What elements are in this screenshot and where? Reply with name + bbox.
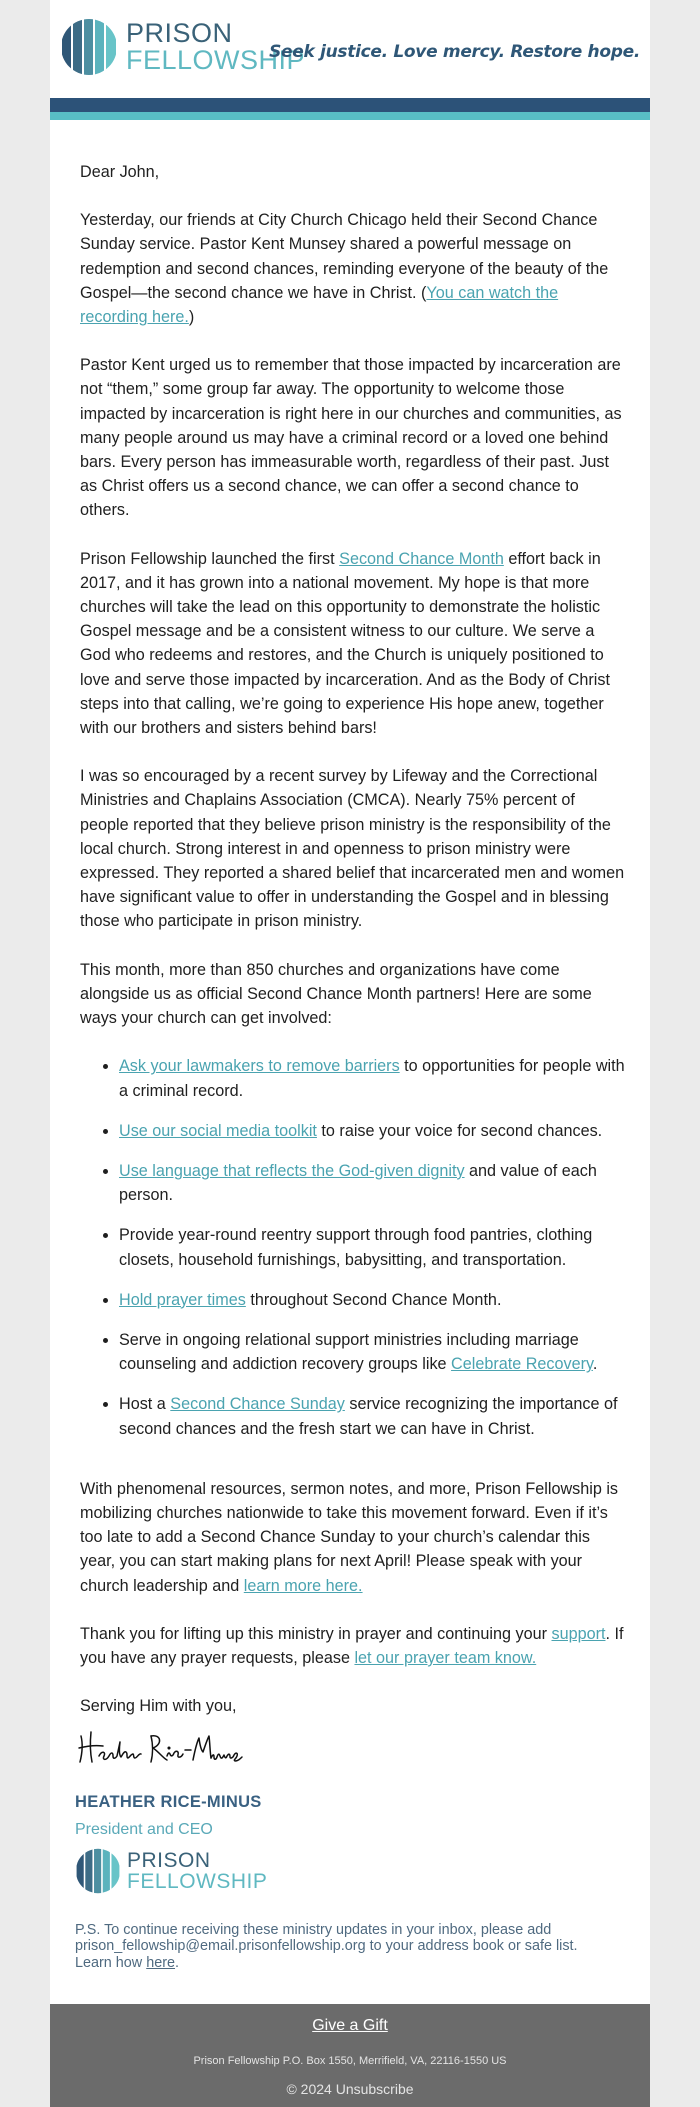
list-item-text: throughout Second Chance Month. [245, 1290, 502, 1309]
paragraph-text: Yesterday, our friends at City Church Chicago held their Second Chance Sunday service. Pastor Kent Munsey shared a powerful message on redemption and second chances, reminding everyone of the beauty of the Gospel—the second chance we have in Christ. ( [80, 211, 609, 302]
paragraph-text: With phenomenal resources, sermon notes, and more, Prison Fellowship is mobilizing churches nationwide to take this movement forward. Even if it’s too late to add a Second Chance Sunday to your church’s calendar this year, you can start making plans for next April! Please speak with your church leadership and [80, 1479, 619, 1595]
ask-lawmakers-link[interactable]: Ask your lawmakers to remove barriers [119, 1057, 400, 1076]
closing: Serving Him with you, [80, 1697, 237, 1716]
give-a-gift-link[interactable]: Give a Gift [312, 2017, 388, 2034]
logo-mark-icon [60, 18, 118, 76]
list-item-text: Host a [119, 1395, 171, 1414]
letter-body [75, 160, 625, 1972]
logo-line-fellowship: FELLOWSHIP [126, 45, 306, 75]
list-item [119, 1392, 625, 1440]
paragraph-partners: This month, more than 850 churches and organizations have come alongside us as official Second Chance Month partners! Here are some ways your church can get involved: [80, 960, 592, 1028]
celebrate-recovery-link[interactable]: Celebrate Recovery [451, 1355, 593, 1374]
header-bar-navy [50, 98, 650, 112]
paragraph-thank-you [80, 1622, 625, 1670]
brand-tagline: Seek justice. Love mercy. Restore hope. [269, 42, 640, 62]
paragraph-text: . If you have any prayer requests, please [80, 1624, 624, 1667]
signature-image [77, 1726, 252, 1768]
logo-mark-icon [75, 1848, 121, 1894]
ways-to-get-involved-list [80, 1054, 625, 1440]
list-item-text: to raise your voice for second chances. [316, 1121, 603, 1140]
email-header [50, 0, 650, 98]
list-item [119, 1288, 625, 1312]
list-item [119, 1119, 625, 1143]
paragraph-city-church [80, 208, 625, 329]
paragraph-text: effort back in 2017, and it has grown into a national movement. My hope is that more churches will take the lead on this opportunity to demonstrate the holistic Gospel message and be a consistent witness to our culture. We serve a God who redeems and restores, and the Church is uniquely positioned to love and serve those impacted by incarceration. And as the Body of Christ steps into that calling, we’re going to experience His hope anew, together with our brothers and sisters behind bars! [80, 549, 610, 738]
unsubscribe-link[interactable]: Unsubscribe [335, 2081, 414, 2097]
logo-line-prison: PRISON [126, 18, 233, 48]
support-link[interactable]: support [551, 1624, 606, 1643]
learn-how-link[interactable]: here [146, 1954, 176, 1971]
email-card [50, 0, 650, 2107]
header-bar-teal [50, 112, 650, 120]
list-item-text: Provide year-round reentry support through food pantries, clothing closets, household furnishings, babysitting, and transportation. [119, 1226, 593, 1269]
list-item [119, 1223, 625, 1271]
list-item [119, 1054, 625, 1102]
paragraph-text: Thank you for lifting up this ministry in prayer and continuing your [80, 1624, 552, 1643]
signer-name: HEATHER RICE-MINUS [75, 1793, 262, 1812]
list-item-text: service recognizing the importance of second chances and the fresh start we can have in Christ. [119, 1395, 618, 1438]
second-chance-sunday-link[interactable]: Second Chance Sunday [170, 1395, 345, 1414]
social-media-toolkit-link[interactable]: Use our social media toolkit [119, 1121, 317, 1140]
paragraph-second-chance-month [80, 547, 625, 741]
prayer-team-link[interactable]: let our prayer team know. [354, 1648, 537, 1667]
postscript [75, 1922, 595, 1972]
list-item-text: . [592, 1355, 598, 1374]
copyright-line [50, 2081, 650, 2097]
list-item-text: to opportunities for people with a criminal record. [119, 1057, 625, 1100]
greeting: Dear John, [80, 163, 160, 181]
list-item [119, 1159, 625, 1207]
list-item [119, 1328, 625, 1376]
dignity-language-link[interactable]: Use language that reflects the God-given dignity [119, 1161, 465, 1180]
logo-line-prison: PRISON [127, 1848, 211, 1872]
hold-prayer-times-link[interactable]: Hold prayer times [119, 1290, 246, 1309]
copyright-text: © 2024 [286, 2081, 332, 2097]
mailing-address: Prison Fellowship P.O. Box 1550, Merrifield, VA, 22116-1550 US [193, 2055, 507, 2067]
learn-more-link[interactable]: learn more here. [243, 1576, 363, 1595]
postscript-text: P.S. To continue receiving these ministry updates in your inbox, please add prison_fellowship@email.prisonfellowship.org to your address book or safe list. Learn how [75, 1921, 578, 1971]
signer-title: President and CEO [75, 1820, 213, 1838]
paragraph-pastor-kent: Pastor Kent urged us to remember that those impacted by incarceration are not “them,” some group far away. The opportunity to welcome those impacted by incarceration is right here in our churches and communities, as many people around us may have a criminal record or a loved one behind bars. Every person has immeasurable worth, regardless of their past. Just as Christ offers us a second chance, we can offer a second chance to others. [80, 356, 622, 520]
logo-line-fellowship: FELLOWSHIP [127, 1869, 268, 1893]
watch-recording-link[interactable]: You can watch the recording here. [80, 283, 559, 327]
postscript-text: . [175, 1954, 180, 1971]
email-footer [50, 2004, 650, 2107]
logo-wordmark [127, 1850, 267, 1892]
paragraph-resources [80, 1477, 625, 1598]
list-item-text: Serve in ongoing relational support ministries including marriage counseling and addiction recovery groups like [119, 1330, 579, 1374]
footer-prison-fellowship-logo[interactable] [75, 1848, 625, 1894]
paragraph-lifeway-survey: I was so encouraged by a recent survey by Lifeway and the Correctional Ministries and Chaplains Association (CMCA). Nearly 75% percent of people reported that they believe prison ministry is the responsibility of the local church. Strong interest in and openness to prison ministry were expressed. They reported a shared belief that incarcerated men and women have significant value to offer in understanding the Gospel and in blessing those who participate in prison ministry. [80, 767, 625, 931]
second-chance-month-link[interactable]: Second Chance Month [339, 549, 504, 568]
list-item-text: and value of each person. [119, 1161, 597, 1205]
paragraph-text: Prison Fellowship launched the first [80, 549, 340, 568]
paragraph-text: ) [188, 308, 195, 327]
